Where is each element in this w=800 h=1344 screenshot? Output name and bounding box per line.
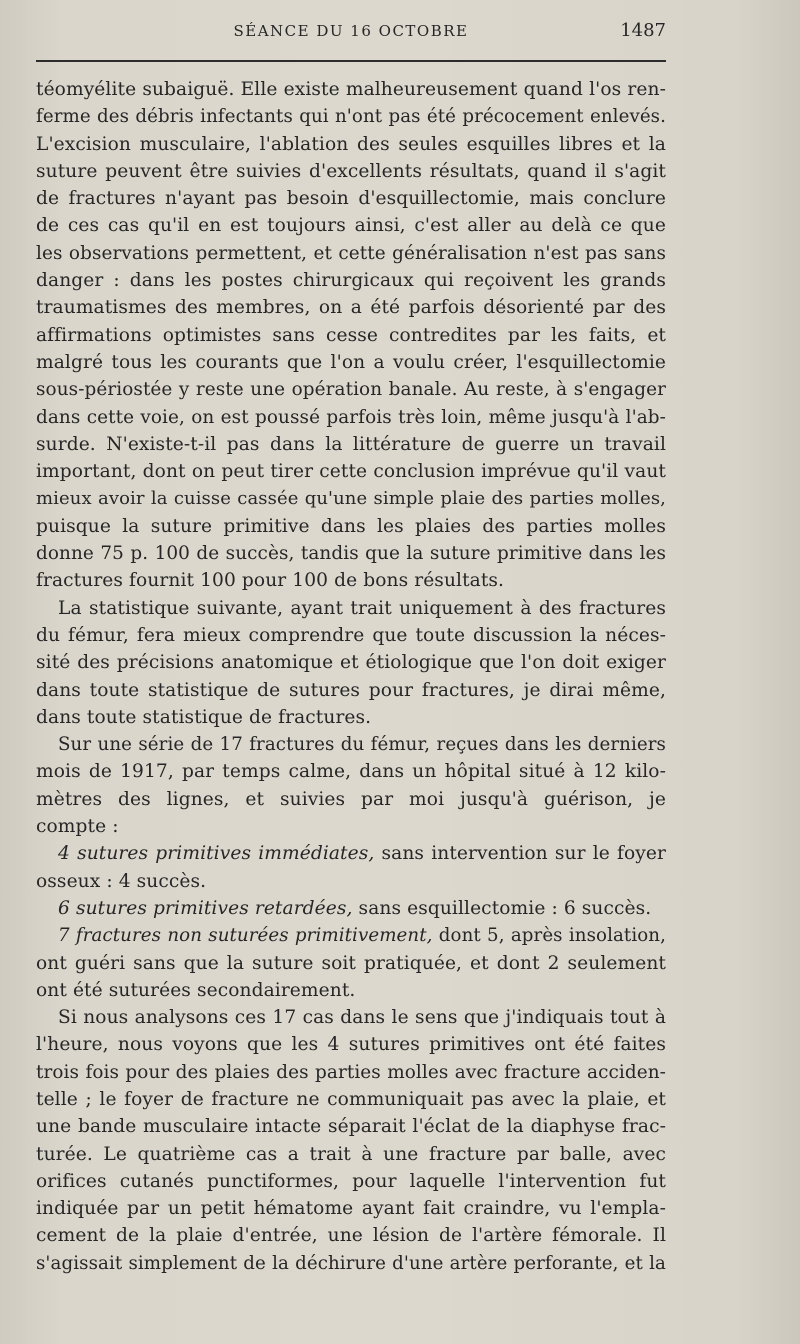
body-text — [36, 76, 666, 1277]
text-run: dont 5, après insolation, — [432, 925, 667, 947]
text-line: puisque la suture primitive dans les plaies des parties molles — [36, 515, 666, 537]
text-line: mois de 1917, par temps calme, dans un hôpital situé à 12 kilo- — [36, 761, 666, 783]
text-line: important, dont on peut tirer cette conclusion imprévue qu'il vaut — [36, 461, 666, 483]
text-line: une bande musculaire intacte séparait l'éclat de la diaphyse frac- — [36, 1116, 666, 1138]
italic-phrase: 4 sutures primitives immédiates, — [58, 843, 375, 865]
text-line: turée. Le quatrième cas a trait à une fracture par balle, avec — [36, 1143, 666, 1165]
text-line: mètres des lignes, et suivies par moi jusqu'à guérison, je — [36, 788, 666, 810]
text-line: compte : — [36, 816, 119, 838]
text-line: mieux avoir la cuisse cassée qu'une simple plaie des parties molles, — [36, 488, 666, 510]
text-line: de ces cas qu'il en est toujours ainsi, c'est aller au delà ce que — [36, 215, 666, 237]
text-line: affirmations optimistes sans cesse contredites par les faits, et — [36, 324, 666, 346]
text-line: ont été suturées secondairement. — [36, 979, 356, 1001]
text-line: s'agissait simplement de la déchirure d'une artère perforante, et la — [36, 1252, 666, 1274]
text-line: sité des précisions anatomique et étiologique que l'on doit exiger — [36, 652, 666, 674]
text-line: de fractures n'ayant pas besoin d'esquillectomie, mais conclure — [36, 188, 666, 210]
text-line: malgré tous les courants que l'on a voulu créer, l'esquillectomie — [36, 351, 666, 373]
running-head: SÉANCE DU 16 OCTOBRE — [233, 22, 469, 40]
text-line — [36, 895, 666, 922]
text-line: cement de la plaie d'entrée, une lésion de l'artère fémorale. Il — [36, 1225, 666, 1247]
text-line: suture peuvent être suivies d'excellents résultats, quand il s'agit — [36, 160, 666, 182]
text-line: indiquée par un petit hématome ayant fait craindre, vu l'empla- — [36, 1198, 666, 1220]
italic-phrase: 6 sutures primitives retardées, — [58, 897, 353, 919]
page-header — [36, 18, 666, 46]
text-line: sous-périostée y reste une opération banale. Au reste, à s'engager — [36, 379, 666, 401]
text-line: osseux : 4 succès. — [36, 870, 207, 892]
text-run: sans intervention sur le foyer — [374, 843, 666, 865]
text-line: fractures fournit 100 pour 100 de bons résultats. — [36, 570, 505, 592]
text-line: du fémur, fera mieux comprendre que toute discussion la néces- — [36, 624, 666, 646]
text-line — [36, 840, 666, 867]
text-line: ferme des débris infectants qui n'ont pas été précocement enlevés. — [36, 106, 666, 128]
text-line: dans toute statistique de fractures. — [36, 706, 372, 728]
text-line: l'heure, nous voyons que les 4 sutures primitives ont été faites — [36, 1034, 666, 1056]
text-line: orifices cutanés punctiformes, pour laquelle l'intervention fut — [36, 1170, 666, 1192]
text-line: La statistique suivante, ayant trait uniquement à des fractures — [58, 597, 666, 619]
page-number: 1487 — [620, 20, 666, 41]
text-line: téomyélite subaiguë. Elle existe malheureusement quand l'os ren- — [36, 79, 666, 100]
text-line: surde. N'existe-t-il pas dans la littérature de guerre un travail — [36, 433, 666, 455]
text-line: Sur une série de 17 fractures du fémur, reçues dans les derniers — [58, 734, 666, 756]
text-line: les observations permettent, et cette généralisation n'est pas sans — [36, 242, 666, 264]
text-line: traumatismes des membres, on a été parfois désorienté par des — [36, 297, 666, 319]
text-line: telle ; le foyer de fracture ne communiquait pas avec la plaie, et — [36, 1088, 666, 1110]
text-line: danger : dans les postes chirurgicaux qui reçoivent les grands — [36, 270, 666, 292]
text-run: sans esquillectomie : 6 succès. — [352, 897, 652, 919]
text-line: donne 75 p. 100 de succès, tandis que la suture primitive dans les — [36, 543, 666, 565]
text-line: Si nous analysons ces 17 cas dans le sens que j'indiquais tout à — [58, 1007, 666, 1029]
text-line: trois fois pour des plaies des parties molles avec fracture acciden- — [36, 1061, 666, 1083]
text-line: dans cette voie, on est poussé parfois très loin, même jusqu'à l'ab- — [36, 406, 666, 428]
text-line: L'excision musculaire, l'ablation des seules esquilles libres et la — [36, 133, 666, 155]
text-line: dans toute statistique de sutures pour fractures, je dirai même, — [36, 679, 666, 701]
header-rule — [36, 60, 666, 62]
text-line — [36, 922, 666, 949]
text-line: ont guéri sans que la suture soit pratiquée, et dont 2 seulement — [36, 952, 666, 974]
italic-phrase: 7 fractures non suturées primitivement, — [58, 925, 433, 947]
